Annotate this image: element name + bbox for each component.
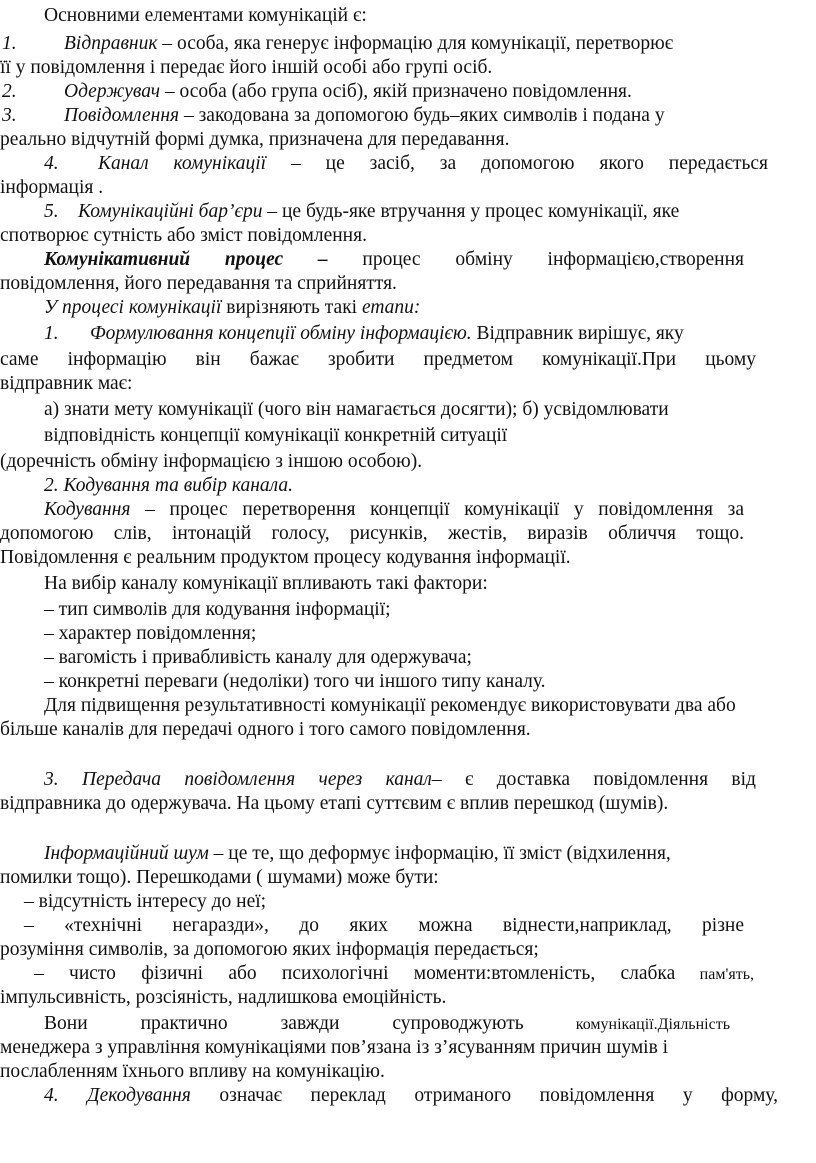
paragraph-noise [44, 842, 671, 866]
list-item: – вагомість і привабливість каналу для одержувача; [44, 647, 472, 668]
list-item-sender [2, 32, 673, 56]
text-span: Вони практично завжди супроводжують [44, 1013, 524, 1034]
paragraph-coding [44, 498, 744, 522]
text-span: комунікації.Діяльність [523, 1016, 730, 1033]
text-line: більше каналів для передачі одного і того самого повідомлення. [0, 719, 531, 740]
definition-text: це засіб, за допомогою якого передається [300, 153, 768, 174]
text-line: помилки тощо). Перешкодами ( шумами) може бути: [0, 867, 439, 888]
text-line: повідомлення, його передавання та сприйняття. [0, 273, 397, 294]
term-channel: Канал комунікації – [98, 153, 301, 174]
list-item [34, 962, 754, 987]
term-sender: Відправник – [64, 33, 173, 54]
text-line: спотворює сутність або зміст повідомлення. [0, 225, 367, 246]
text-line: На вибір каналу комунікації впливають такі фактори: [44, 573, 488, 594]
list-item-receiver [2, 80, 632, 104]
text-span: вирізняють такі [221, 297, 362, 318]
stage-1-heading [44, 322, 684, 346]
text-line: допомогою слів, інтонацій голосу, рисунків, жестів, виразів обличчя тощо. [0, 523, 744, 544]
list-item-message [2, 104, 665, 128]
term-noise: Інформаційний шум – [44, 843, 224, 864]
italic-phrase: У процесі комунікації [44, 297, 222, 318]
term-formulation: Формулювання концепції обміну інформацією. [90, 323, 472, 344]
term-transmission: 3. Передача повідомлення через канал– [44, 769, 442, 790]
text-line: а) знати мету комунікації (чого він намагається досягти); б) усвідомлювати [44, 399, 669, 420]
text-line: саме інформацію він бажає зробити предметом комунікації.При цьому [0, 349, 756, 370]
text-line: відправника до одержувача. На цьому етапі суттєвим є вплив перешкод (шумів). [0, 793, 669, 814]
text-line: розуміння символів, за допомогою яких інформація передається; [0, 939, 539, 960]
definition-text: Відправник вирішує, яку [471, 323, 684, 344]
term-barriers: Комунікаційні бар’єри – [78, 201, 278, 222]
list-item-barriers [44, 200, 679, 224]
term-decoding: 4. Декодування [44, 1085, 191, 1106]
text-line: реально відчутній формі думка, призначена для передавання. [0, 129, 510, 150]
text-line: послабленням їхнього впливу на комунікацію. [0, 1061, 385, 1082]
text-line: інформація . [0, 177, 104, 198]
definition-text: означає переклад отриманого повідомлення у форму, [190, 1085, 778, 1106]
definition-text: процес обміну інформацією,створення [327, 249, 744, 270]
list-number: 1. [44, 323, 59, 344]
paragraph-communicative-process [44, 248, 744, 272]
stage-4-heading [44, 1084, 778, 1108]
list-number: 2. [2, 81, 17, 102]
definition-text: це те, що деформує інформацію, її зміст (відхилення, [223, 843, 671, 864]
list-number: 4. [44, 153, 59, 174]
text-line: Для підвищення результативності комунікації рекомендує використовувати два або [44, 695, 736, 716]
list-item-channel [44, 152, 768, 176]
definition-text: закодована за допомогою будь–яких символів і подана у [193, 105, 665, 126]
italic-phrase: етапи: [361, 297, 421, 318]
text-line: відправник має: [0, 373, 133, 394]
list-item: – «технічні негаразди», до яких можна віднести,наприклад, різне [24, 915, 744, 936]
term-communicative-process: Комунікативний процес – [44, 249, 328, 270]
text-span: пам'ять, [675, 966, 754, 983]
definition-text: особа, яка генерує інформацію для комунікації, перетворює [172, 33, 674, 54]
definition-text: процес перетворення концепції комунікації у повідомлення за [154, 499, 744, 520]
list-item: – характер повідомлення; [44, 623, 257, 644]
term-receiver: Одержувач – [64, 81, 175, 102]
term-coding: Кодування – [44, 499, 155, 520]
text-line: імпульсивність, розсіяність, надлишкова емоційність. [0, 987, 447, 1008]
text-span: – чисто фізичні або психологічні моменти:втомленість, слабка [34, 963, 676, 984]
text-line: відповідність концепції комунікації конкретній ситуації [44, 425, 508, 446]
stage-3-heading [44, 768, 756, 792]
paragraph-management [44, 1012, 730, 1037]
text-line: Повідомлення є реальним продуктом процесу кодування інформації. [0, 547, 571, 568]
paragraph-intro: Основними елементами комунікацій є: [44, 5, 367, 26]
term-message: Повідомлення – [64, 105, 194, 126]
text-line: менеджера з управління комунікаціями пов’язана із з’ясуванням причин шумів і [0, 1037, 669, 1058]
definition-text: є доставка повідомлення від [441, 769, 756, 790]
text-line: (доречність обміну інформацією з іншою особою). [0, 451, 423, 472]
list-number: 5. [44, 201, 59, 222]
stage-2-heading: 2. Кодування та вибір канала. [44, 475, 294, 496]
definition-text: особа (або група осіб), якій призначено повідомлення. [174, 81, 632, 102]
list-item: – тип символів для кодування інформації; [44, 599, 391, 620]
list-number: 1. [2, 33, 17, 54]
list-number: 3. [2, 105, 17, 126]
list-item: – відсутність інтересу до неї; [24, 891, 267, 912]
definition-text: це будь-яке втручання у процес комунікації, яке [277, 201, 680, 222]
paragraph-stages [44, 296, 420, 320]
list-item: – конкретні переваги (недоліки) того чи іншого типу каналу. [44, 671, 546, 692]
text-line: її у повідомлення і передає його іншій особі або групі осіб. [0, 57, 493, 78]
